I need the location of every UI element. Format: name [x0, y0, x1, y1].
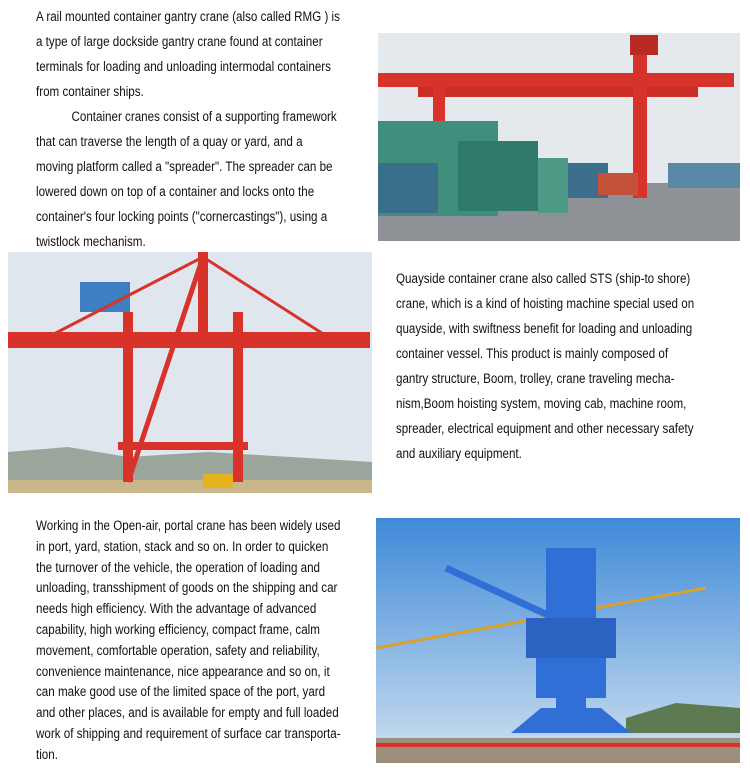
text-line: container vessel. This product is mainly composed of — [396, 346, 669, 361]
text-line: unloading, transshipment of goods on the shipping and car — [36, 580, 338, 596]
text-line: Quayside container crane also called STS (ship-to shore) — [396, 271, 691, 286]
text-line: the turnover of the vehicle, the operation of loading and — [36, 559, 321, 575]
text-line: capability, high working efficiency, compact frame, calm — [36, 621, 320, 637]
text-line: Working in the Open-air, portal crane has been widely used — [36, 518, 341, 533]
portal-crane-photo — [376, 518, 740, 763]
text-line: A rail mounted container gantry crane (also called RMG ) is — [36, 9, 340, 24]
text-line: container's four locking points ("cornercastings"), using a — [36, 209, 328, 224]
text-line: and other places, and is available for empty and full loaded — [36, 705, 339, 721]
text-line: movement, comfortable operation, safety and reliability, — [36, 642, 320, 658]
text-line: Container cranes consist of a supporting framework — [36, 109, 337, 124]
text-line: work of shipping and requirement of surface car transporta- — [36, 725, 341, 741]
text-line: spreader, electrical equipment and other necessary safety — [396, 421, 694, 436]
text-line: twistlock mechanism. — [36, 234, 146, 249]
text-line: and auxiliary equipment. — [396, 446, 522, 461]
text-line: a type of large dockside gantry crane found at container — [36, 34, 323, 49]
rmg-description — [36, 4, 340, 254]
text-line: from container ships. — [36, 84, 144, 99]
text-line: gantry structure, Boom, trolley, crane traveling mecha- — [396, 371, 675, 386]
text-line: needs high efficiency. With the advantage of advanced — [36, 601, 317, 617]
text-line: quayside, with swiftness benefit for loading and unloading — [396, 321, 693, 336]
rmg-crane-photo — [378, 33, 740, 241]
text-line: crane, which is a kind of hoisting machine special used on — [396, 296, 695, 311]
text-line: tion. — [36, 746, 58, 762]
text-line: can make good use of the limited space of the port, yard — [36, 684, 326, 700]
text-line: that can traverse the length of a quay or yard, and a — [36, 134, 303, 149]
text-line: in port, yard, station, stack and so on. In order to quicken — [36, 538, 329, 554]
text-line: moving platform called a "spreader". The spreader can be — [36, 159, 333, 174]
text-line: nism,Boom hoisting system, moving cab, machine room, — [396, 396, 687, 411]
text-line: terminals for loading and unloading intermodal containers — [36, 59, 331, 74]
sts-crane-photo — [8, 252, 372, 493]
portal-crane-description — [36, 516, 341, 766]
sts-description — [396, 266, 694, 466]
text-line: convenience maintenance, nice appearance and so on, it — [36, 663, 330, 679]
text-line: lowered down on top of a container and locks onto the — [36, 184, 315, 199]
